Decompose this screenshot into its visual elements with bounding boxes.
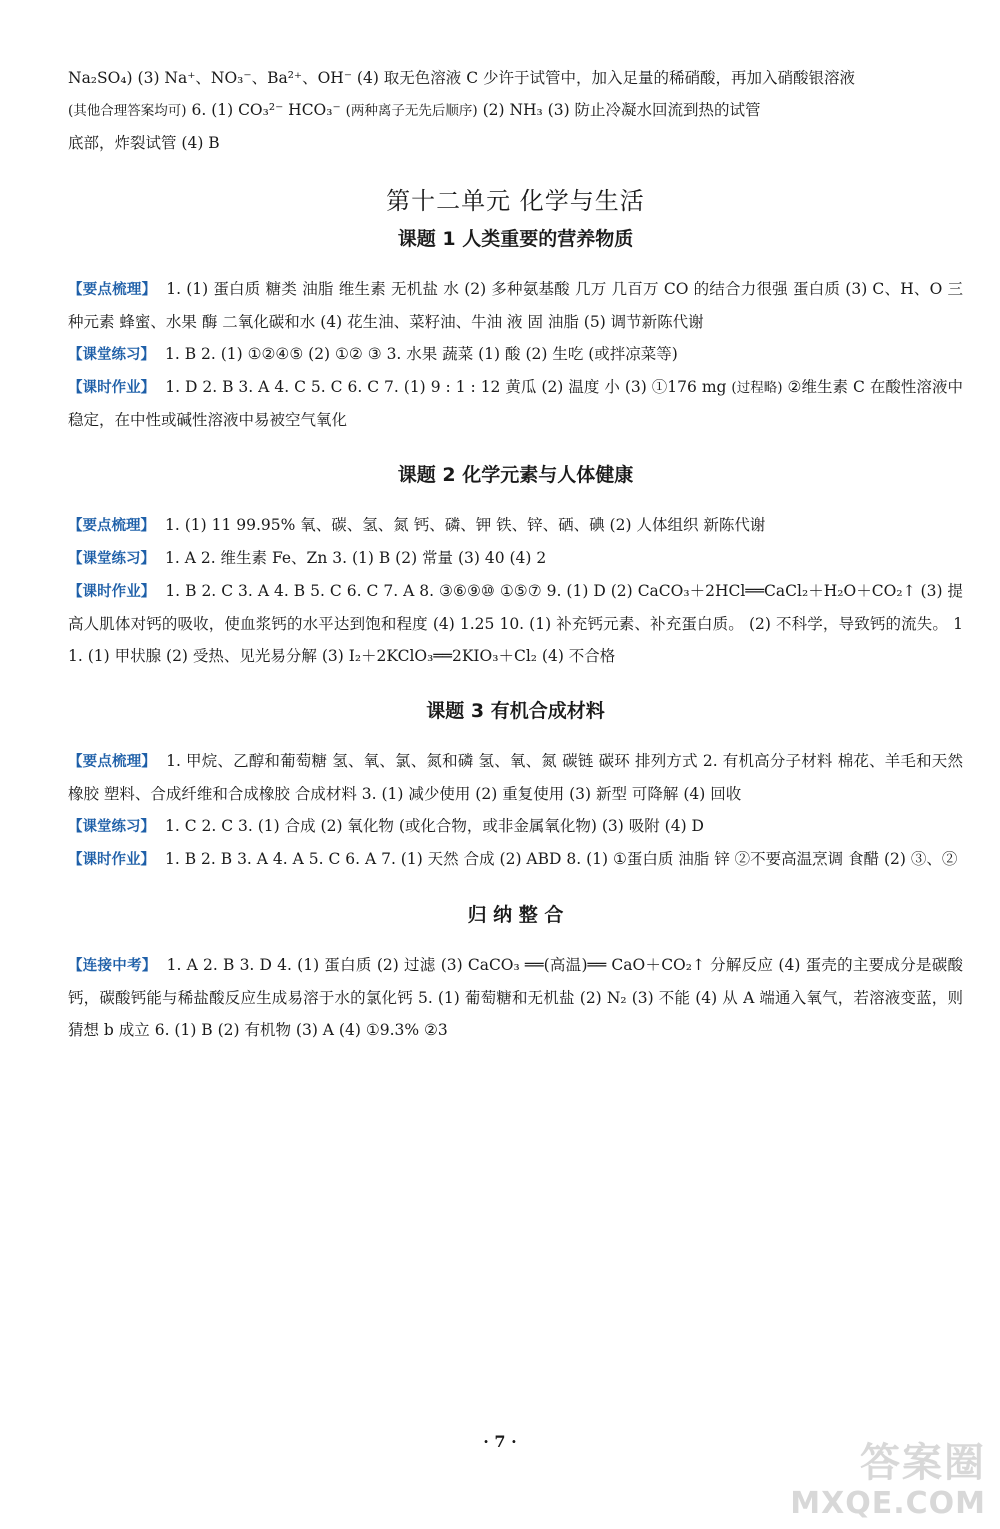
lesson-2-key-points <box>68 509 963 542</box>
tag-homework: 【课时作业】 <box>68 852 155 868</box>
tag-key-points: 【要点梳理】 <box>68 518 155 534</box>
class-practice-text: 1. B 2. (1) ①②④⑤ (2) ①② ③ 3. 水果 蔬菜 (1) 酸 (2) 生吃 (或拌凉菜等) <box>165 345 678 363</box>
tag-homework: 【课时作业】 <box>68 584 156 600</box>
page-number: · 7 · <box>483 1432 517 1451</box>
lesson-1-homework <box>68 371 963 436</box>
homework-text: 1. B 2. C 3. A 4. B 5. C 6. C 7. A 8. ③⑥⑨⑩ ①⑤⑦ 9. (1) D (2) CaCO₃＋2HCl══CaCl₂＋H₂O＋CO₂↑ (3) 提高人肌体对钙的吸收，使血浆钙的水平达到饱和程度 (4) 1.25 10. (1) 补充钙元素、补充蛋白质。 (2) 不科学，导致钙的流失。 11. (1) 甲状腺 (2) 受热、见光易分解 (3) I₂＋2KClO₃══2KIO₃＋Cl₂ (4) 不合格 <box>68 582 963 665</box>
homework-note: (过程略) <box>731 380 783 396</box>
answer-page <box>68 62 963 1046</box>
lesson-1-class-practice <box>68 338 963 371</box>
lesson-1-title: 课题 1 人类重要的营养物质 <box>397 228 634 250</box>
class-practice-text: 1. A 2. 维生素 Fe、Zn 3. (1) B (2) 常量 (3) 40 (4) 2 <box>165 549 547 567</box>
top-line-3: 底部，炸裂试管 (4) B <box>68 134 220 152</box>
homework-text: 1. D 2. B 3. A 4. C 5. C 6. C 7. (1) 9 : 1 : 12 黄瓜 (2) 温度 小 (3) ①176 mg <box>165 378 732 396</box>
watermark-cn: 答案圈 <box>860 1440 986 1486</box>
lesson-2-title: 课题 2 化学元素与人体健康 <box>397 464 634 486</box>
tag-class-practice: 【课堂练习】 <box>68 347 155 363</box>
class-practice-text: 1. C 2. C 3. (1) 合成 (2) 氧化物 (或化合物，或非金属氧化物) (3) 吸附 (4) D <box>165 817 704 835</box>
top-block <box>68 62 963 159</box>
top-note-2: (两种离子无先后顺序) <box>345 103 478 119</box>
lesson-2 <box>68 460 963 672</box>
top-line-2-text: 6. (1) CO₃²⁻ HCO₃⁻ <box>186 101 346 119</box>
lesson-1-key-points <box>68 273 963 338</box>
lesson-2-class-practice <box>68 542 963 575</box>
tag-exam-link: 【连接中考】 <box>68 958 157 974</box>
key-points-text: 1. (1) 蛋白质 糖类 油脂 维生素 无机盐 水 (2) 多种氨基酸 几万 几百万 CO 的结合力很强 蛋白质 (3) C、H、O 三种元素 蜂蜜、水果 酶 二氧化碳和水 (4) 花生油、菜籽油、牛油 液 固 油脂 (5) 调节新陈代谢 <box>68 280 963 331</box>
summary-text: 1. A 2. B 3. D 4. (1) 蛋白质 (2) 过滤 (3) CaCO₃ ══(高温)══ CaO＋CO₂↑ 分解反应 (4) 蛋壳的主要成分是碳酸钙，碳酸钙能与稀盐酸反应生成易溶于水的氯化钙 5. (1) 葡萄糖和无机盐 (2) N₂ (3) 不能 (4) 从 A 端通入氧气，若溶液变蓝，则猜想 b 成立 6. (1) B (2) 有机物 (3) A (4) ①9.3% ②3 <box>68 956 963 1039</box>
lesson-1 <box>68 224 963 436</box>
top-note: (其他合理答案均可) <box>68 103 187 119</box>
key-points-text: 1. 甲烷、乙醇和葡萄糖 氢、氧、氯、氮和磷 氢、氧、氮 碳链 碳环 排列方式 2. 有机高分子材料 棉花、羊毛和天然橡胶 塑料、合成纤维和合成橡胶 合成材料 3. (1) 减少使用 (2) 重复使用 (3) 新型 可降解 (4) 回收 <box>68 752 963 803</box>
top-line-2 <box>68 94 963 127</box>
tag-key-points: 【要点梳理】 <box>68 754 157 770</box>
summary-exam <box>68 949 963 1046</box>
tag-class-practice: 【课堂练习】 <box>68 551 155 567</box>
lesson-3-homework <box>68 843 963 876</box>
lesson-3-title: 课题 3 有机合成材料 <box>426 700 605 722</box>
watermark-en: MXQE.COM <box>790 1486 986 1521</box>
top-line-2-text-2: (2) NH₃ (3) 防止冷凝水回流到热的试管 <box>477 101 761 119</box>
homework-text-2: ②维生素 C 在酸性溶液中稳定，在中性或碱性溶液中易被空气氧化 <box>68 378 963 429</box>
top-line-1: Na₂SO₄) (3) Na⁺、NO₃⁻、Ba²⁺、OH⁻ (4) 取无色溶液 C 少许于试管中，加入足量的稀硝酸，再加入硝酸银溶液 <box>68 69 856 87</box>
tag-homework: 【课时作业】 <box>68 380 156 396</box>
lesson-3-class-practice <box>68 810 963 843</box>
summary-title: 归 纳 整 合 <box>467 904 564 926</box>
unit-title: 第十二单元 化学与生活 <box>386 187 645 215</box>
watermark-logo <box>744 1431 994 1523</box>
tag-class-practice: 【课堂练习】 <box>68 819 155 835</box>
lesson-3-key-points <box>68 745 963 810</box>
key-points-text: 1. (1) 11 99.95% 氧、碳、氢、氮 钙、磷、钾 铁、锌、硒、碘 (2) 人体组织 新陈代谢 <box>165 516 766 534</box>
lesson-2-homework <box>68 575 963 672</box>
tag-key-points: 【要点梳理】 <box>68 282 157 298</box>
lesson-3 <box>68 696 963 876</box>
homework-text: 1. B 2. B 3. A 4. A 5. C 6. A 7. (1) 天然 合成 (2) ABD 8. (1) ①蛋白质 油脂 锌 ②不要高温烹调 食醋 (2) ③、② <box>165 850 958 868</box>
summary-section <box>68 900 963 1046</box>
